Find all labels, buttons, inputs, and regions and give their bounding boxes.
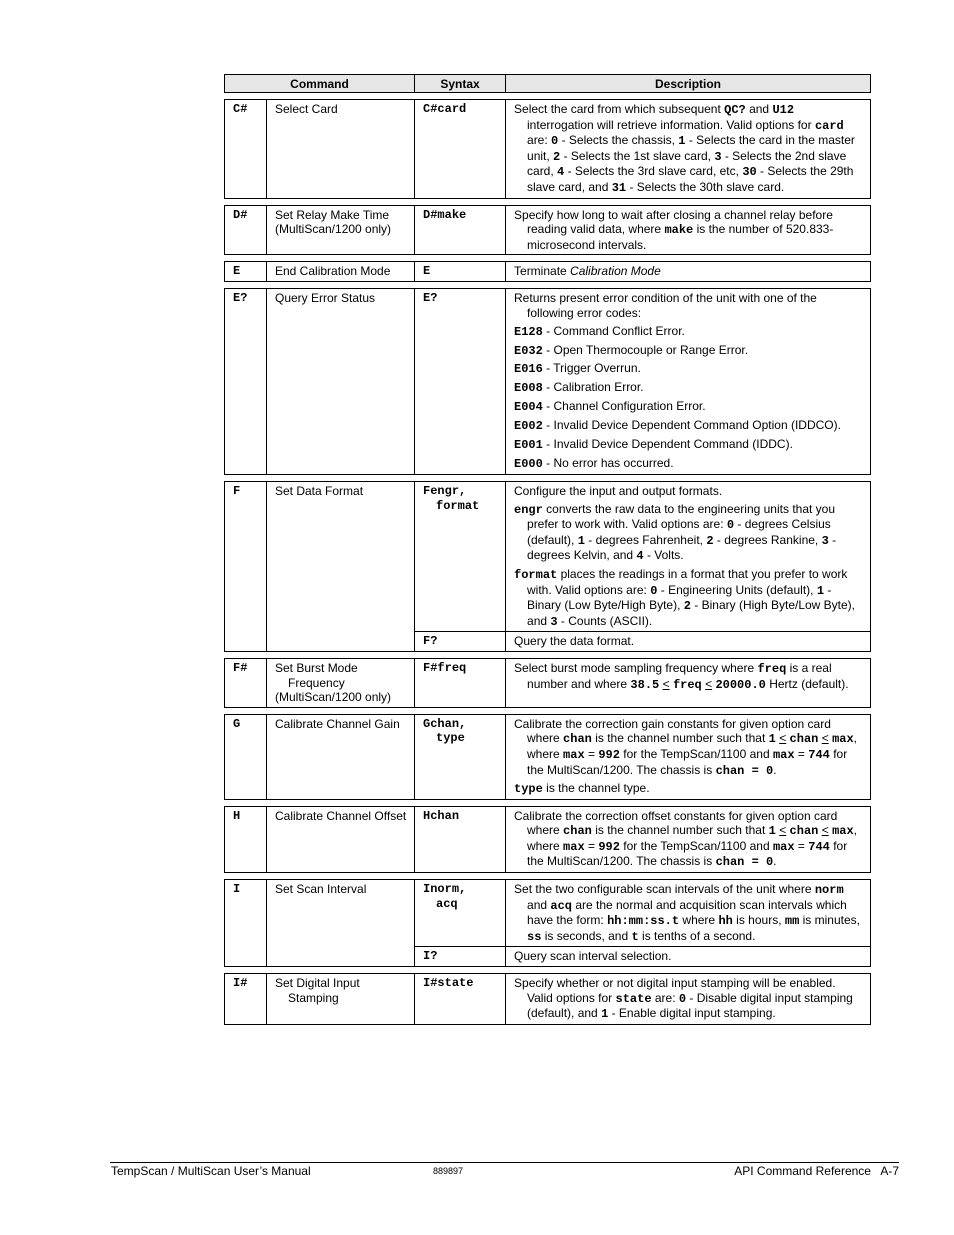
command-name: Query Error Status: [267, 288, 415, 474]
command-name: Calibrate Channel Gain: [267, 714, 415, 799]
footer-page-reference: API Command Reference A-7: [734, 1164, 899, 1178]
command-description: Calibrate the correction gain constants for given option card where chan is the channel number such that 1 < chan < max, where max = 992 for the TempScan/1100 and max = 744 for the MultiScan/1200. The chassis is chan = 0. type is the channel type.: [506, 714, 871, 799]
header-description: Description: [506, 75, 871, 93]
command-name: Calibrate Channel Offset: [267, 806, 415, 872]
error-code-item: E004 - Channel Configuration Error.: [514, 399, 706, 415]
command-description: Specify whether or not digital input stamping will be enabled. Valid options for state are: 0 - Disable digital input stamping (default), and 1 - Enable digital input stamping.: [506, 974, 871, 1025]
command-description-query: Query scan interval selection.: [506, 947, 871, 967]
table-row: [225, 806, 871, 872]
command-reference-table: [224, 74, 871, 1025]
command-name: End Calibration Mode: [267, 262, 415, 282]
command-syntax: F#freq: [415, 658, 506, 707]
header-command: Command: [225, 75, 415, 93]
command-name: Set Relay Make Time (MultiScan/1200 only): [267, 205, 415, 255]
command-syntax-query: I?: [415, 947, 506, 967]
command-syntax: D#make: [415, 205, 506, 255]
command-code: E: [225, 262, 267, 282]
command-syntax-query: F?: [415, 632, 506, 652]
footer-document-number: 889897: [433, 1166, 464, 1176]
command-description: Specify how long to wait after closing a channel relay before reading valid data, where make is the number of 520.833-microsecond intervals.: [506, 205, 871, 255]
error-code-item: E016 - Trigger Overrun.: [514, 361, 641, 377]
command-syntax: E?: [415, 288, 506, 474]
error-code-item: E000 - No error has occurred.: [514, 456, 674, 472]
command-description: Select the card from which subsequent QC? and U12 interrogation will retrieve information. Valid options for card are: 0 - Selects the chassis, 1 - Selects the card in the master unit, 2 - Selects the 1st slave card, 3 - Selects the 2nd slave card, 4 - Selects the 3rd slave card, etc, 30 - Selects the 29th slave card, and 31 - Selects the 30th slave card.: [506, 100, 871, 199]
table-row: [225, 482, 871, 632]
table-row: [225, 880, 871, 947]
table-row: [225, 658, 871, 707]
command-code: H: [225, 806, 267, 872]
command-code: F: [225, 482, 267, 652]
command-code: G: [225, 714, 267, 799]
command-syntax: E: [415, 262, 506, 282]
table-header-row: [225, 75, 871, 93]
command-description: Returns present error condition of the unit with one of the following error codes: E128 - Command Conflict Error. E032 - Open Thermocouple or Range Error. E016 - Trigger Overrun. E008 - Calibration Error. E004 - Channel Configuration Error. E002 - Invalid Device Dependent Command Option (IDDCO). E001 - Invalid Device Dependent Command (IDDC). E000 - No error has occurred.: [506, 288, 871, 474]
command-syntax: C#card: [415, 100, 506, 199]
command-description: Set the two configurable scan intervals of the unit where norm and acq are the normal and acquisition scan intervals which have the form: hh:mm:ss.t where hh is hours, mm is minutes, ss is seconds, and t is tenths of a second.: [506, 880, 871, 947]
command-description-query: Query the data format.: [506, 632, 871, 652]
table-row: [225, 262, 871, 282]
command-name: Set Data Format: [267, 482, 415, 652]
command-name: Set Burst Mode Frequency (MultiScan/1200 only): [267, 658, 415, 707]
header-syntax: Syntax: [415, 75, 506, 93]
command-reference-table-wrapper: [224, 74, 870, 1025]
command-name: Select Card: [267, 100, 415, 199]
command-syntax: I#state: [415, 974, 506, 1025]
table-row: [225, 974, 871, 1025]
footer-rule: [110, 1162, 899, 1163]
command-syntax: Fengr, format: [415, 482, 506, 632]
table-row: [225, 205, 871, 255]
table-row: [225, 100, 871, 199]
error-code-item: E001 - Invalid Device Dependent Command (IDDC).: [514, 437, 793, 453]
error-code-item: E008 - Calibration Error.: [514, 380, 644, 396]
footer-manual-title: TempScan / MultiScan User’s Manual: [111, 1164, 311, 1178]
command-syntax: Hchan: [415, 806, 506, 872]
command-name: Set Scan Interval: [267, 880, 415, 967]
error-code-item: E032 - Open Thermocouple or Range Error.: [514, 342, 749, 358]
error-code-item: E128 - Command Conflict Error.: [514, 323, 685, 339]
command-syntax: Gchan, type: [415, 714, 506, 799]
command-syntax: Inorm, acq: [415, 880, 506, 947]
command-code: I: [225, 880, 267, 967]
table-row: [225, 288, 871, 474]
command-description: Configure the input and output formats. engr converts the raw data to the engineering units that you prefer to work with. Valid options are: 0 - degrees Celsius (default), 1 - degrees Fahrenheit, 2 - degrees Rankine, 3 - degrees Kelvin, and 4 - Volts. format places the readings in a format that you prefer to work with. Valid options are: 0 - Engineering Units (default), 1 - Binary (Low Byte/High Byte), 2 - Binary (High Byte/Low Byte), and 3 - Counts (ASCII).: [506, 482, 871, 632]
command-description: Calibrate the correction offset constants for given option card where chan is the channel number such that 1 < chan < max, where max = 992 for the TempScan/1100 and max = 744 for the MultiScan/1200. The chassis is chan = 0.: [506, 806, 871, 872]
error-code-item: E002 - Invalid Device Dependent Command Option (IDDCO).: [514, 418, 841, 434]
table-row: [225, 714, 871, 799]
command-code: D#: [225, 205, 267, 255]
command-description: Terminate Calibration Mode: [506, 262, 871, 282]
command-description: Select burst mode sampling frequency where freq is a real number and where 38.5 < freq < 20000.0 Hertz (default).: [506, 658, 871, 707]
command-code: F#: [225, 658, 267, 707]
command-code: C#: [225, 100, 267, 199]
command-code: E?: [225, 288, 267, 474]
command-name: Set Digital Input Stamping: [267, 974, 415, 1025]
command-code: I#: [225, 974, 267, 1025]
